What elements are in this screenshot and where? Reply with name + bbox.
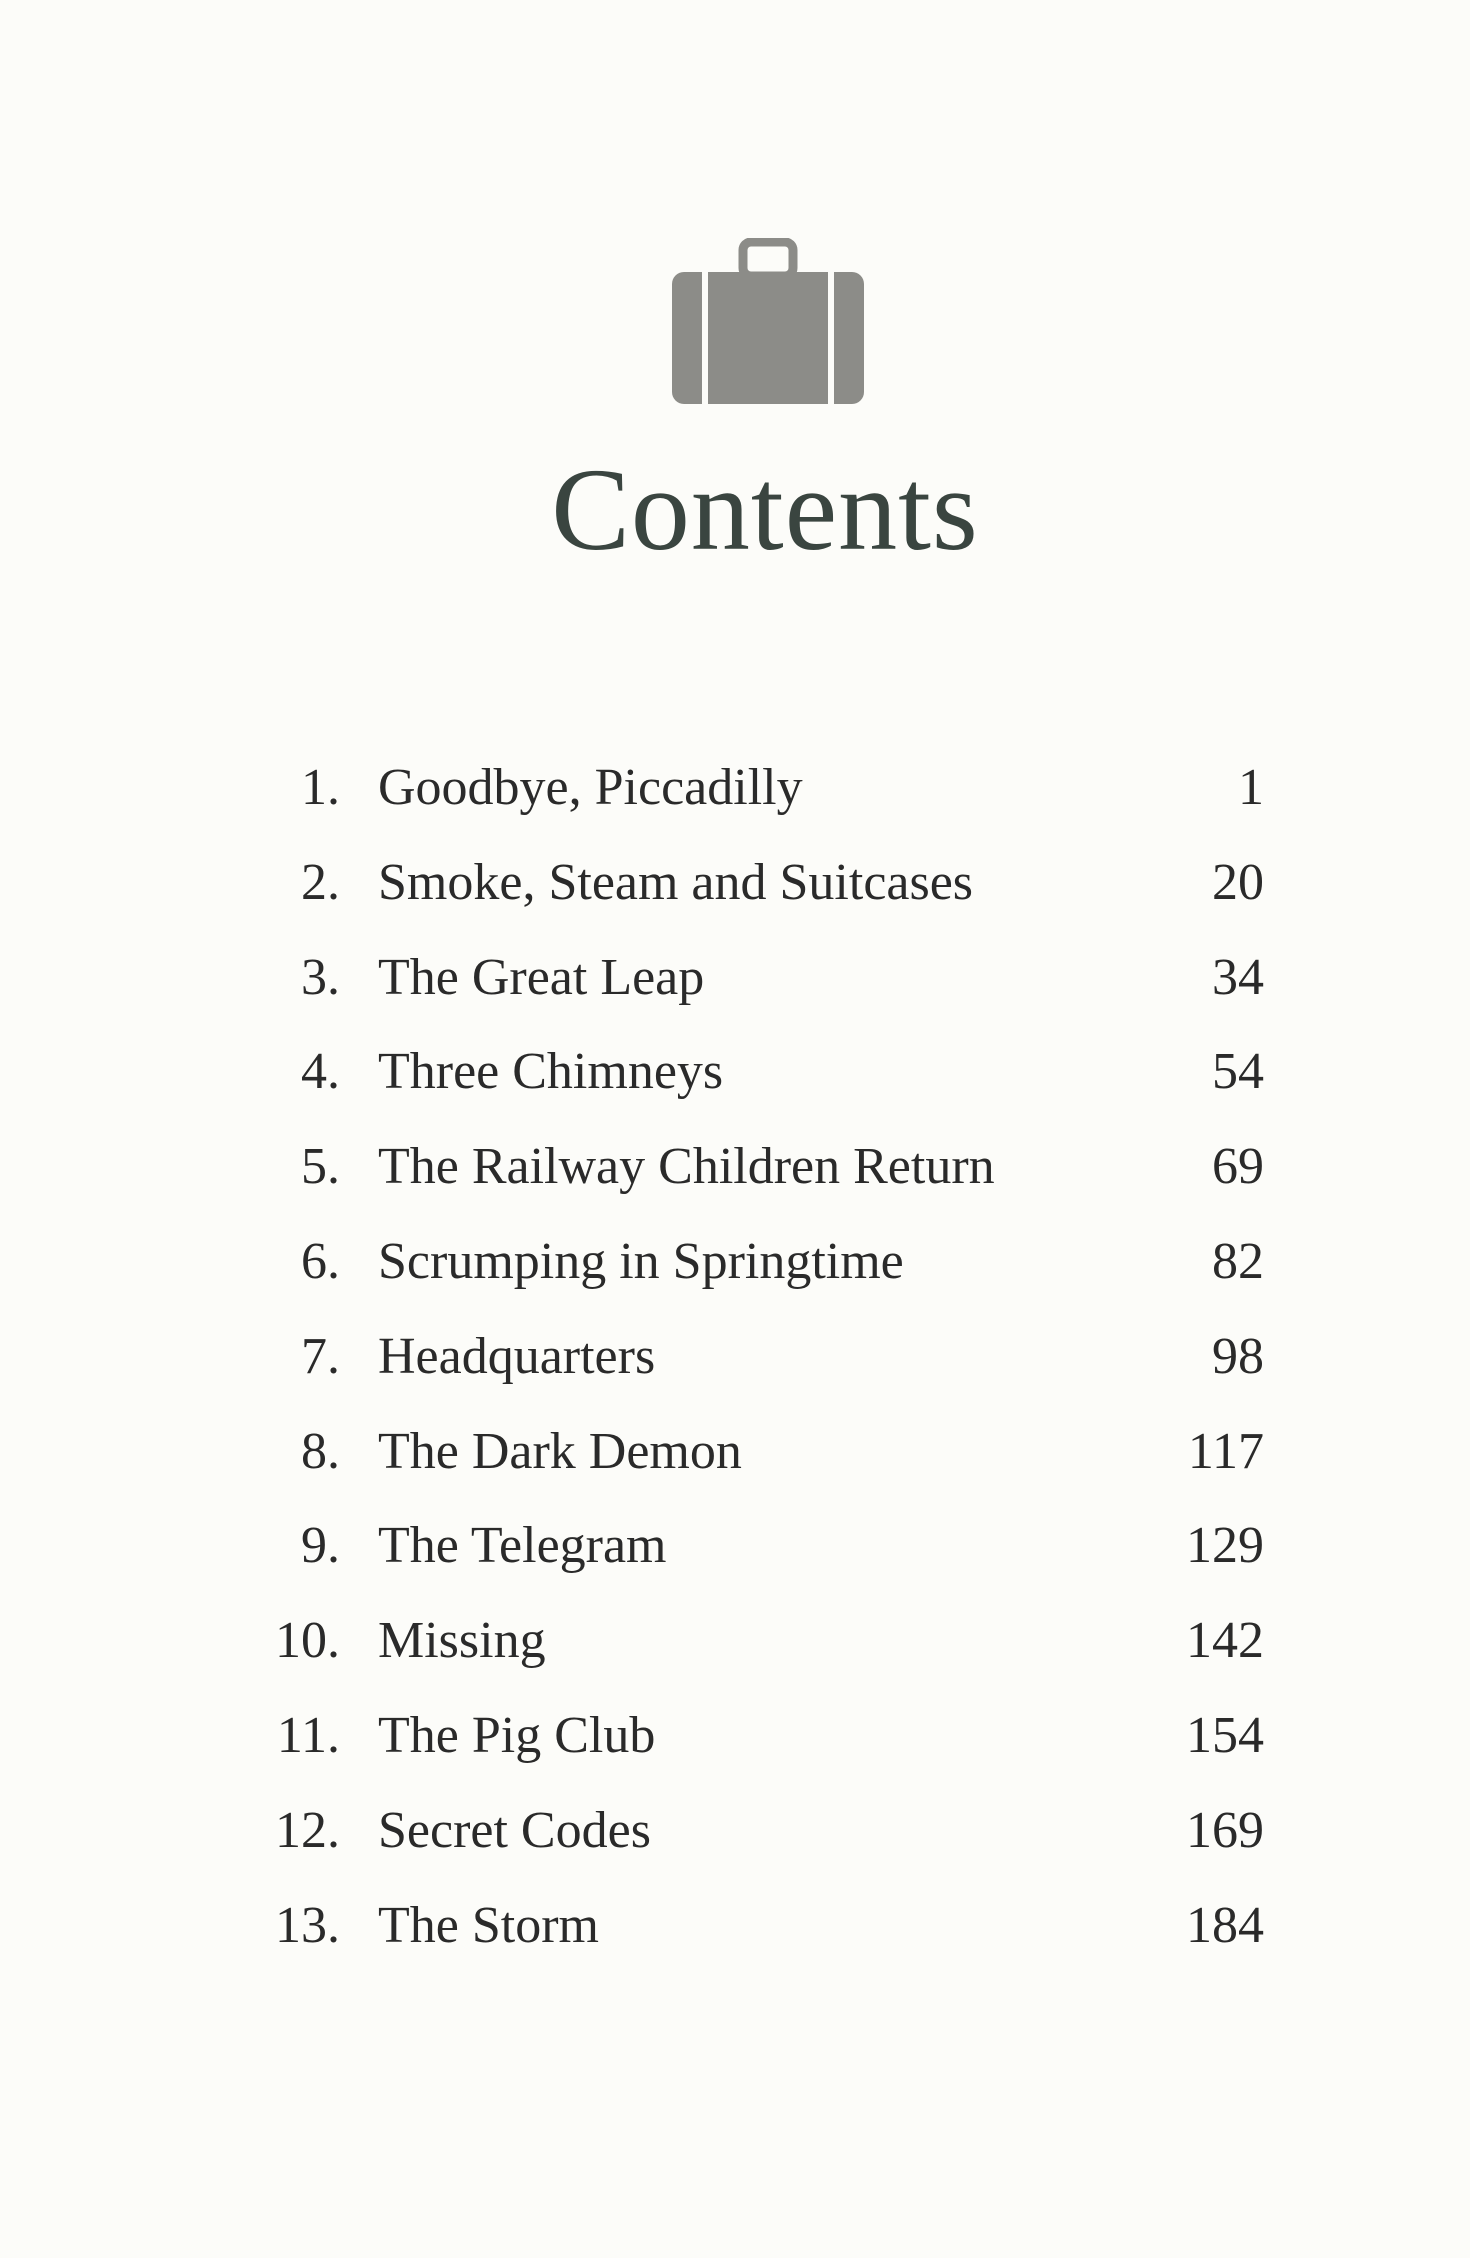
chapter-number: 9. [301, 1517, 340, 1575]
page-number: 154 [1186, 1707, 1264, 1764]
page-number: 82 [1212, 1233, 1264, 1290]
page-number: 54 [1212, 1043, 1264, 1101]
page-number: 20 [1212, 853, 1264, 911]
chapter-title: The Pig Club [378, 1707, 656, 1764]
page-number: 98 [1212, 1327, 1264, 1385]
chapter-number: 6. [301, 1233, 340, 1290]
toc-entry [0, 1025, 1470, 1119]
page-number: 184 [1186, 1896, 1264, 1954]
chapter-title: Headquarters [378, 1327, 656, 1385]
chapter-title: Smoke, Steam and Suitcases [378, 853, 974, 911]
chapter-title: The Telegram [378, 1517, 667, 1575]
chapter-title: The Dark Demon [378, 1422, 742, 1480]
chapter-number: 7. [301, 1327, 340, 1385]
toc-entry [0, 1120, 1470, 1214]
chapter-number: 3. [301, 948, 340, 1006]
chapter-title: Three Chimneys [378, 1043, 724, 1101]
toc-entry [0, 741, 1470, 835]
chapter-number: 11. [276, 1707, 340, 1764]
toc-entry [0, 931, 1470, 1025]
page-number: 117 [1187, 1422, 1264, 1480]
chapter-number: 12. [275, 1801, 340, 1859]
toc-entry [0, 1594, 1470, 1688]
chapter-number: 4. [301, 1043, 340, 1101]
toc-entry [0, 1689, 1470, 1783]
toc-entry [0, 1784, 1470, 1878]
chapter-title: Secret Codes [378, 1801, 651, 1859]
page-number: 34 [1212, 948, 1264, 1006]
chapter-number: 13. [275, 1896, 340, 1954]
page-number: 142 [1186, 1612, 1264, 1670]
toc-entry [0, 1310, 1470, 1404]
chapter-title: The Railway Children Return [378, 1138, 995, 1196]
chapter-number: 10. [275, 1612, 340, 1670]
page-number: 69 [1212, 1138, 1264, 1196]
page-number: 1 [1238, 759, 1264, 816]
chapter-title: Scrumping in Springtime [378, 1233, 904, 1290]
toc-entry [0, 836, 1470, 930]
chapter-title: The Great Leap [378, 948, 705, 1006]
chapter-number: 8. [301, 1422, 340, 1480]
toc-entry [0, 1215, 1470, 1309]
toc-entry [0, 1879, 1470, 1973]
toc-entry [0, 1499, 1470, 1593]
chapter-number: 1. [301, 759, 340, 816]
page-title: Contents [551, 444, 979, 575]
chapter-number: 5. [301, 1138, 340, 1196]
suitcase-icon [668, 238, 868, 408]
toc-entry [0, 1405, 1470, 1499]
chapter-number: 2. [301, 853, 340, 911]
chapter-title: Goodbye, Piccadilly [378, 759, 803, 816]
chapter-title: The Storm [378, 1896, 599, 1954]
page-number: 169 [1186, 1801, 1264, 1859]
page-number: 129 [1186, 1517, 1264, 1575]
chapter-title: Missing [378, 1612, 546, 1670]
